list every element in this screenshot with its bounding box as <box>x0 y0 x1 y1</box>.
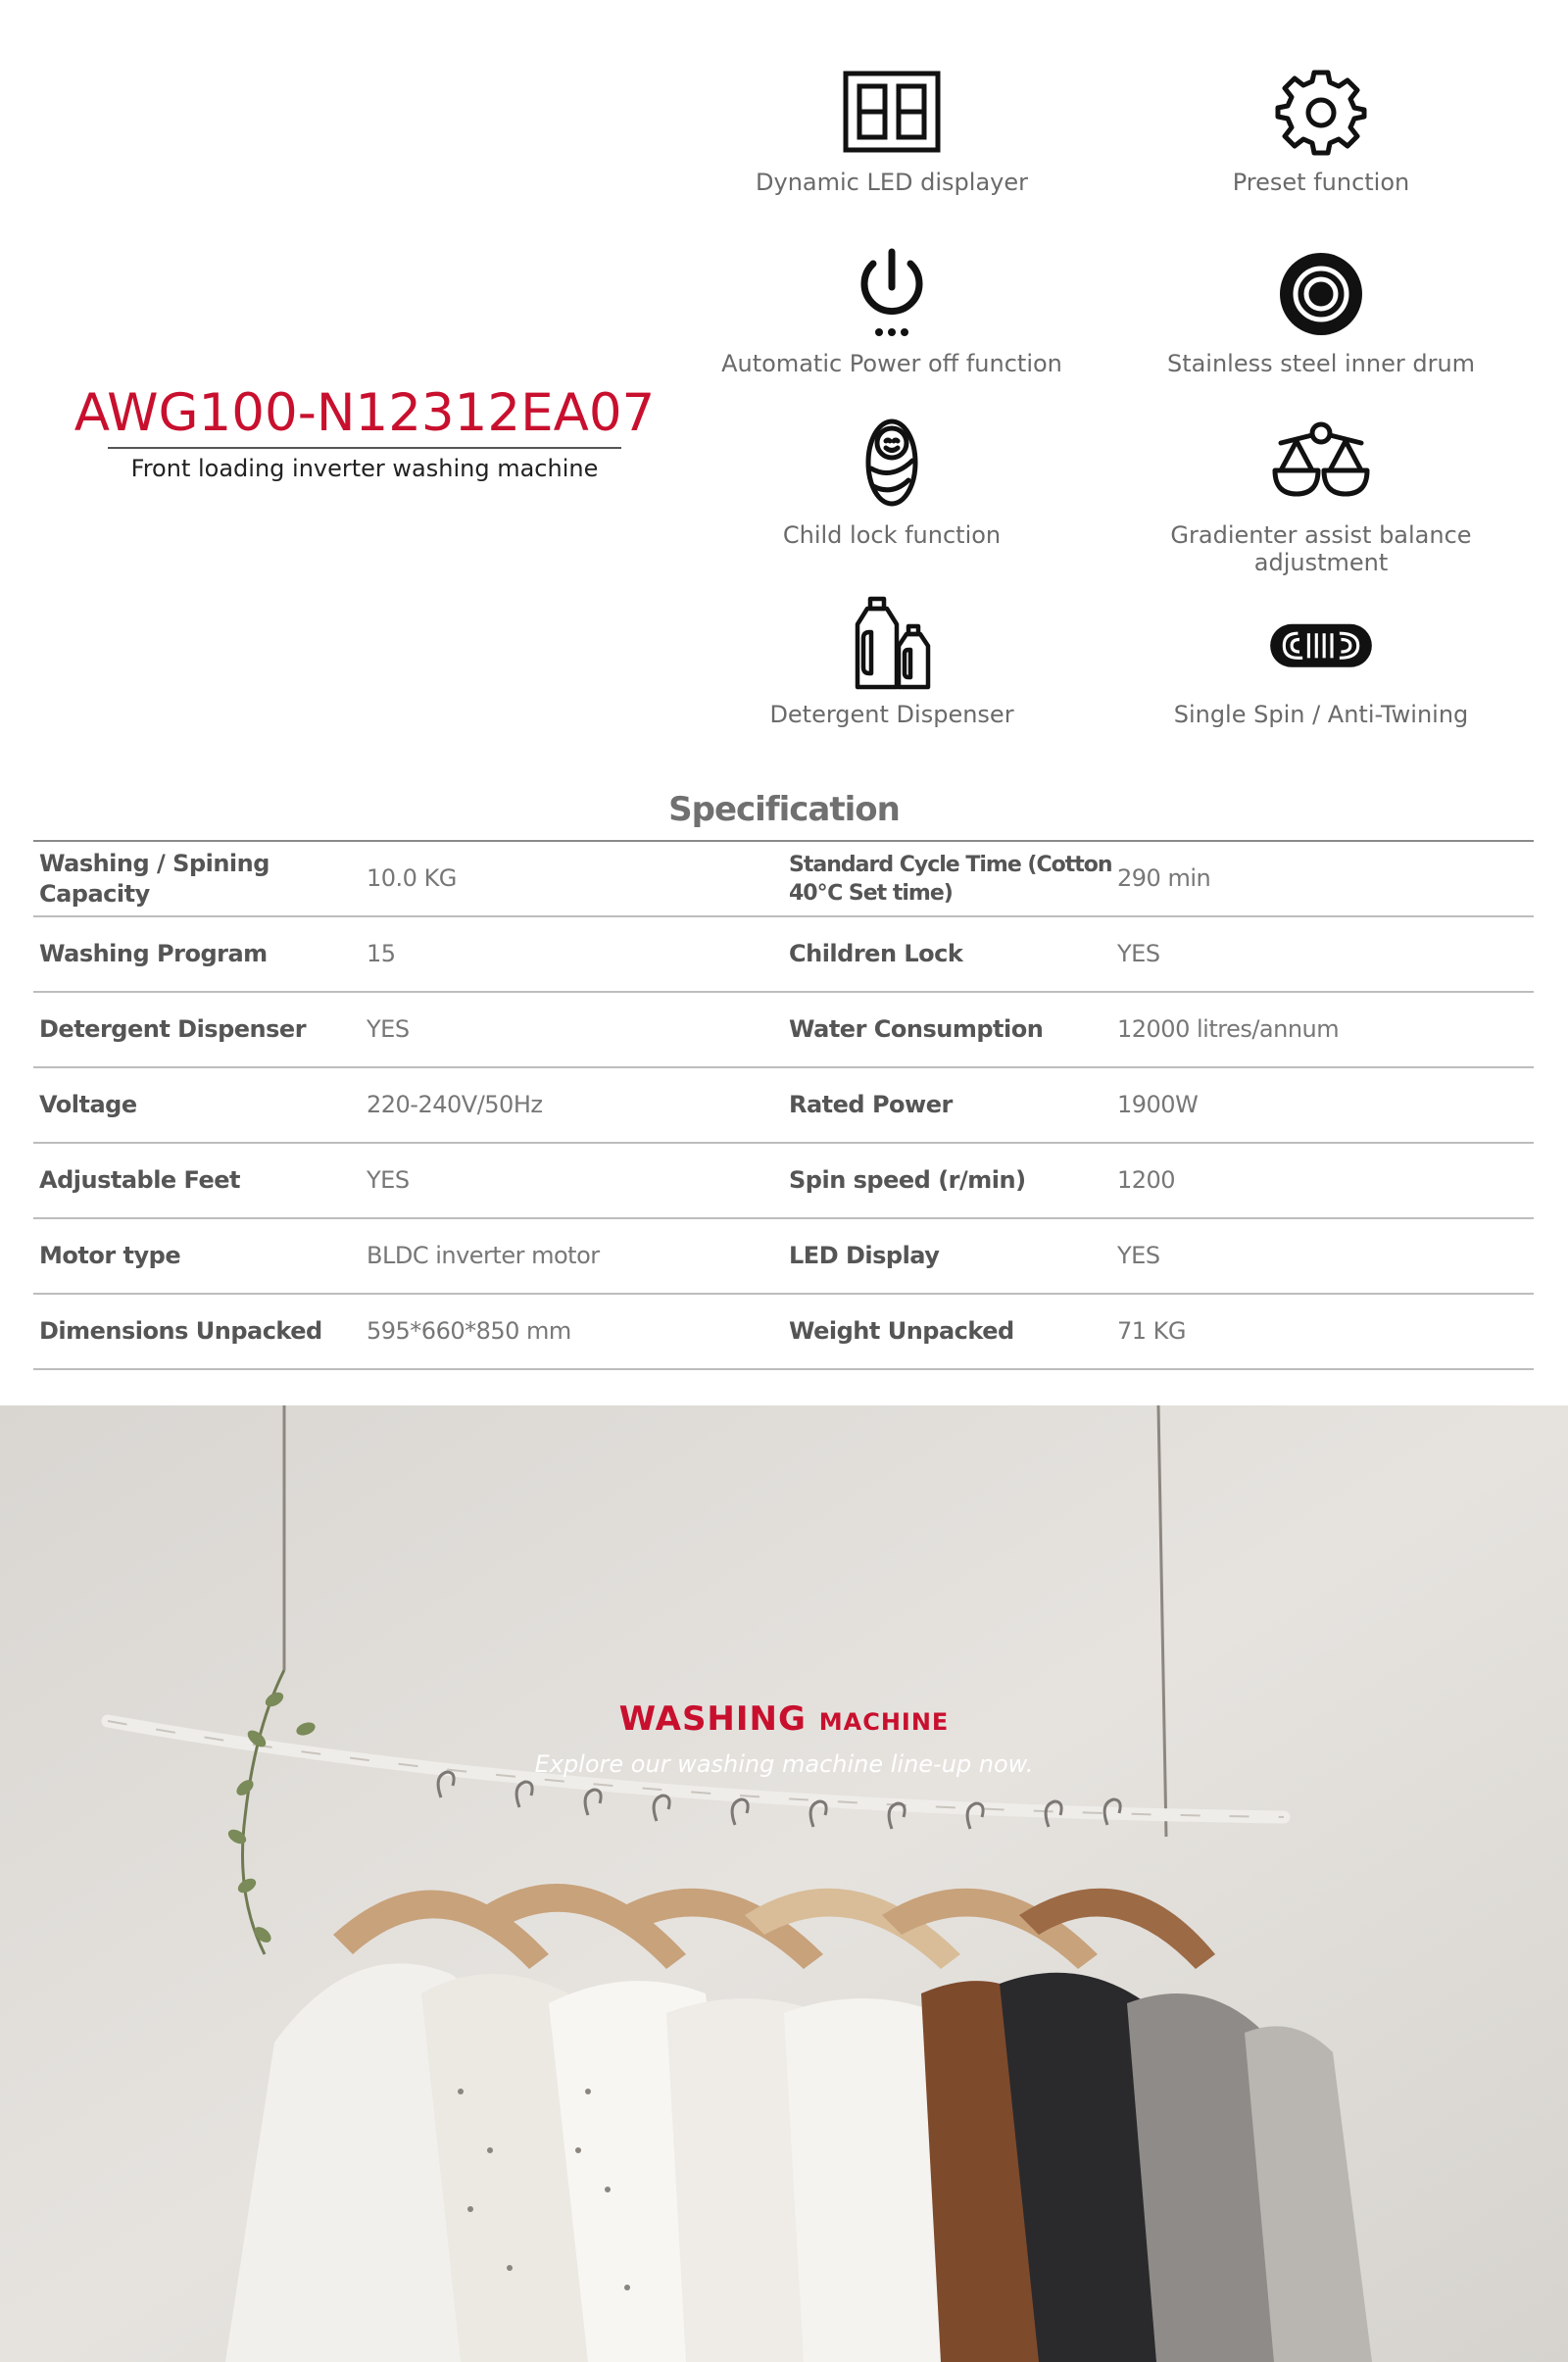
spec-label: Weight Unpacked <box>789 1317 1014 1345</box>
table-row <box>33 1068 1534 1144</box>
spec-value: 1200 <box>1117 1166 1176 1194</box>
spec-value: YES <box>367 1166 410 1194</box>
clothes-rack-banner[interactable] <box>0 1405 1568 2362</box>
product-subtitle: Front loading inverter washing machine <box>130 455 599 482</box>
spec-label: Children Lock <box>789 940 963 967</box>
spec-value: 12000 litres/annum <box>1117 1015 1340 1043</box>
feature-balance-adjustment <box>1115 412 1527 576</box>
feature-label: Preset function <box>1232 169 1410 196</box>
table-row <box>33 1219 1534 1295</box>
feature-label: Detergent Dispenser <box>769 701 1014 728</box>
feature-label: Single Spin / Anti-Twining <box>1173 701 1469 728</box>
spec-label: Washing Program <box>39 940 268 967</box>
spec-label: Spin speed (r/min) <box>789 1166 1026 1194</box>
banner-title-small: MACHINE <box>818 1708 950 1736</box>
spec-value: 15 <box>367 940 396 967</box>
gear-icon <box>1267 59 1375 167</box>
spec-value: 595*660*850 mm <box>367 1317 571 1345</box>
led-display-icon <box>838 59 946 167</box>
feature-single-spin <box>1115 591 1527 728</box>
spec-value: 1900W <box>1117 1091 1199 1118</box>
feature-label: Child lock function <box>782 521 1002 549</box>
banner-subtitle[interactable]: Explore our washing machine line-up now. <box>534 1750 1034 1778</box>
table-row <box>33 917 1534 993</box>
spec-value: YES <box>1117 1242 1160 1269</box>
feature-led-display <box>686 59 1098 196</box>
product-model: AWG100-N12312EA07 <box>74 383 656 443</box>
spec-label: Water Consumption <box>789 1015 1044 1043</box>
spec-label: Detergent Dispenser <box>39 1015 307 1043</box>
table-row <box>33 1295 1534 1370</box>
feature-child-lock <box>686 412 1098 549</box>
spec-label: Rated Power <box>789 1091 953 1118</box>
feature-auto-power-off <box>686 240 1098 377</box>
feature-label: Gradienter assist balance adjustment <box>1170 521 1472 576</box>
spec-label: Standard Cycle Time (Cotton 40℃ Set time) <box>789 852 1112 906</box>
spec-label: Washing / Spining Capacity <box>39 849 270 908</box>
power-icon <box>838 240 946 348</box>
spec-value: YES <box>367 1015 410 1043</box>
spec-label: Motor type <box>39 1242 181 1269</box>
spec-value: 220-240V/50Hz <box>367 1091 543 1118</box>
feature-label: Dynamic LED displayer <box>756 169 1028 196</box>
spec-value: 290 min <box>1117 864 1211 892</box>
spec-label: Dimensions Unpacked <box>39 1317 322 1345</box>
spec-value: YES <box>1117 940 1160 967</box>
spec-label: Adjustable Feet <box>39 1166 241 1194</box>
banner-title <box>0 1699 1568 1739</box>
spec-value: BLDC inverter motor <box>367 1242 600 1269</box>
title-divider <box>108 447 621 449</box>
specification-title: Specification <box>668 790 900 829</box>
spec-label: LED Display <box>789 1242 940 1269</box>
drum-icon <box>1267 240 1375 348</box>
clothes-rack-photo <box>0 1405 1568 2362</box>
feature-label: Automatic Power off function <box>721 350 1062 377</box>
spec-label: Voltage <box>39 1091 137 1118</box>
table-row <box>33 993 1534 1068</box>
product-header <box>59 382 670 484</box>
table-row <box>33 842 1534 917</box>
table-row <box>33 1144 1534 1219</box>
banner-title-main: WASHING <box>618 1699 807 1739</box>
spec-value: 10.0 KG <box>367 864 457 892</box>
spec-value: 71 KG <box>1117 1317 1187 1345</box>
feature-preset <box>1115 59 1527 196</box>
specification-table <box>33 840 1534 1370</box>
spin-coil-icon <box>1267 591 1375 699</box>
feature-label: Stainless steel inner drum <box>1166 350 1476 377</box>
baby-icon <box>838 412 946 519</box>
feature-detergent-dispenser <box>686 591 1098 728</box>
balance-scale-icon <box>1267 412 1375 519</box>
feature-steel-drum <box>1115 240 1527 377</box>
detergent-bottles-icon <box>838 591 946 699</box>
